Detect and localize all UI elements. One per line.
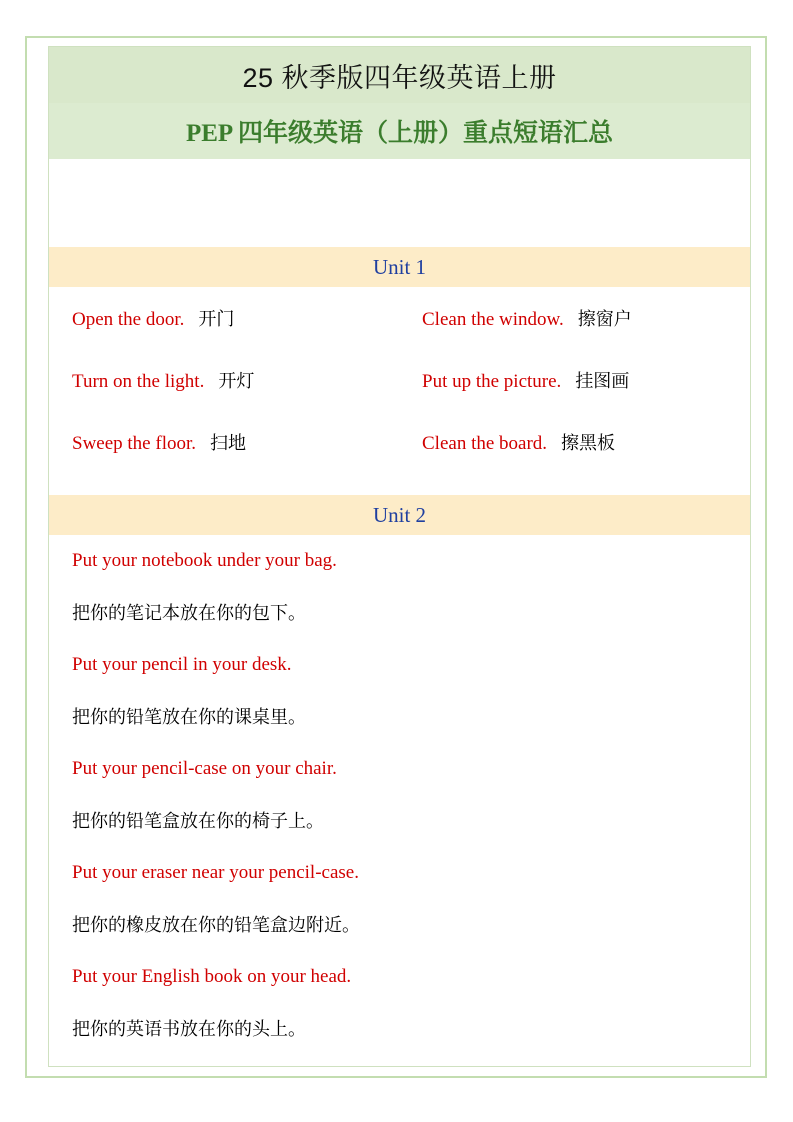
unit-1-header [49,247,750,287]
sentence-cn: 把你的英语书放在你的头上。 [72,1019,306,1039]
phrase-en: Turn on the light. [72,371,205,392]
phrase-cell [49,305,399,331]
phrase-cn: 扫地 [210,433,247,453]
sentence-cn: 把你的笔记本放在你的包下。 [72,603,306,623]
unit-2-header [49,495,750,535]
sentence-cn: 把你的橡皮放在你的铅笔盒边附近。 [72,915,360,935]
phrase-cell [399,429,749,455]
unit-1-phrase-table [49,287,750,495]
page-outer-border [25,36,767,1078]
phrase-cn: 开灯 [218,371,255,391]
phrase-en: Clean the board. [422,433,548,454]
phrase-cell [399,305,749,331]
phrase-cell [49,429,399,455]
phrase-cell [399,367,749,393]
blank-row [49,159,750,231]
phrase-en: Sweep the floor. [72,433,197,454]
phrase-cn: 擦窗户 [577,309,632,329]
unit-2-sentence-list [49,535,750,1055]
sentence-en: Put your pencil in your desk. [72,654,292,675]
page-subtitle [49,103,750,159]
page-title [49,47,750,103]
sentence-en: Put your pencil-case on your chair. [72,758,337,779]
sentence-cn: 把你的铅笔盒放在你的椅子上。 [72,811,324,831]
sentence-cn: 把你的铅笔放在你的课桌里。 [72,707,306,727]
phrase-cell [49,367,399,393]
phrase-en: Clean the window. [422,309,564,330]
content-table [48,46,751,1067]
page-title-text: 25 秋季版四年级英语上册 [242,62,557,93]
phrase-cn: 开门 [198,309,235,329]
table-row [49,287,750,349]
sentence-en: Put your notebook under your bag. [72,550,337,571]
unit-2-label: Unit 2 [372,502,427,527]
table-row [49,349,750,411]
phrase-en: Put up the picture. [422,371,562,392]
phrase-en: Open the door. [72,309,185,330]
sentence-en: Put your eraser near your pencil-case. [72,862,359,883]
phrase-cn: 擦黑板 [561,433,616,453]
table-row [49,411,750,473]
unit-1-label: Unit 1 [372,254,427,279]
sentence-en: Put your English book on your head. [72,966,352,987]
page-subtitle-text: PEP 四年级英语（上册）重点短语汇总 [185,120,614,147]
phrase-cn: 挂图画 [575,371,630,391]
